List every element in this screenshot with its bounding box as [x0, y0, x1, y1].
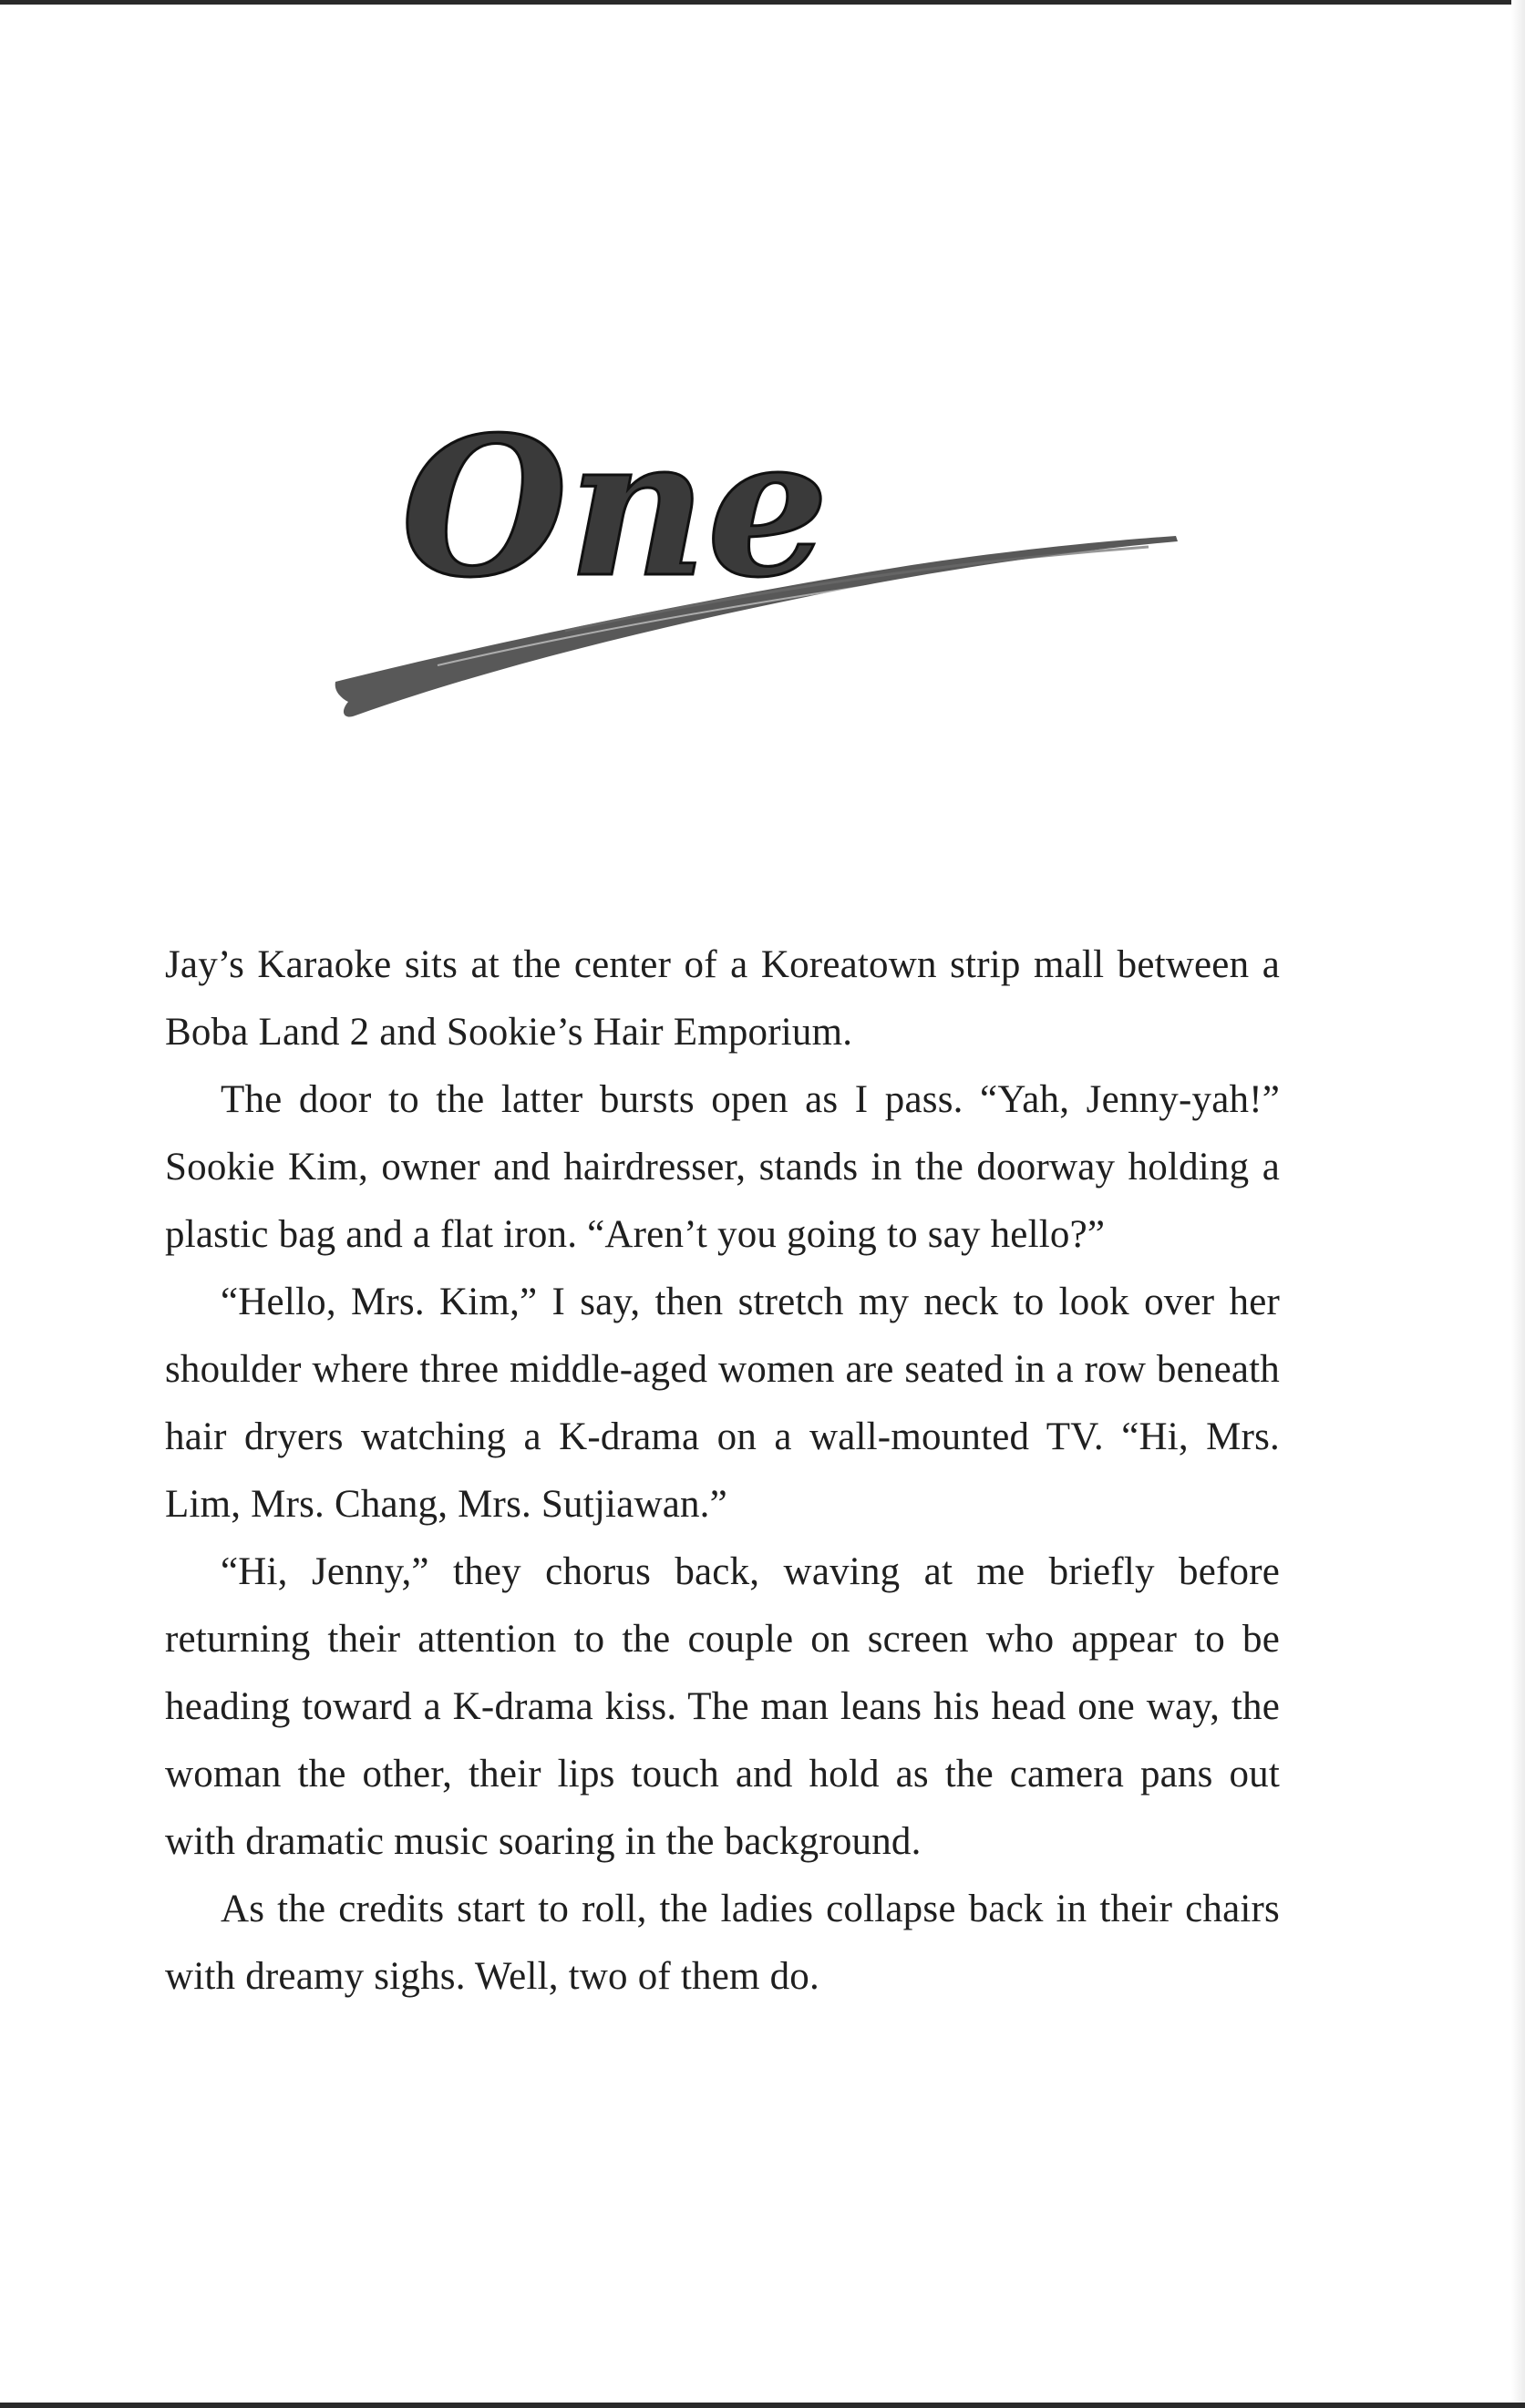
- top-scan-edge: [0, 0, 1525, 5]
- bottom-scan-edge: [0, 2403, 1525, 2408]
- chapter-heading-graphic: [328, 392, 1194, 747]
- chapter-title: One: [401, 395, 829, 620]
- paragraph-4: “Hi, Jenny,” they chorus back, waving at me briefly before returning their attention to the couple on screen who appear to be heading toward a K-drama kiss. The man leans his head one way, the woman the other, their lips touch and hold as the camera pans out with dramatic music soaring in the background.: [165, 1550, 1280, 1863]
- chapter-body: [165, 931, 1280, 2011]
- paragraph-3: “Hello, Mrs. Kim,” I say, then stretch my neck to look over her shoulder where three middle-aged women are seated in a row beneath hair dryers watching a K-drama on a wall-mounted TV. “Hi, Mrs. Lim, Mrs. Chang, Mrs. Sutjiawan.”: [165, 1281, 1280, 1526]
- paragraph-5: As the credits start to roll, the ladies collapse back in their chairs with dreamy sighs. Well, two of them do.: [165, 1888, 1280, 1998]
- paragraph-1: Jay’s Karaoke sits at the center of a Koreatown strip mall between a Boba Land 2 and Sookie’s Hair Emporium.: [165, 943, 1280, 1054]
- paragraph-2: The door to the latter bursts open as I pass. “Yah, Jenny-yah!” Sookie Kim, owner and hairdresser, stands in the doorway holding a plastic bag and a flat iron. “Aren’t you going to say hello?”: [165, 1078, 1280, 1256]
- page-edge-shadow: [1511, 0, 1525, 2408]
- chapter-heading: [328, 392, 1194, 747]
